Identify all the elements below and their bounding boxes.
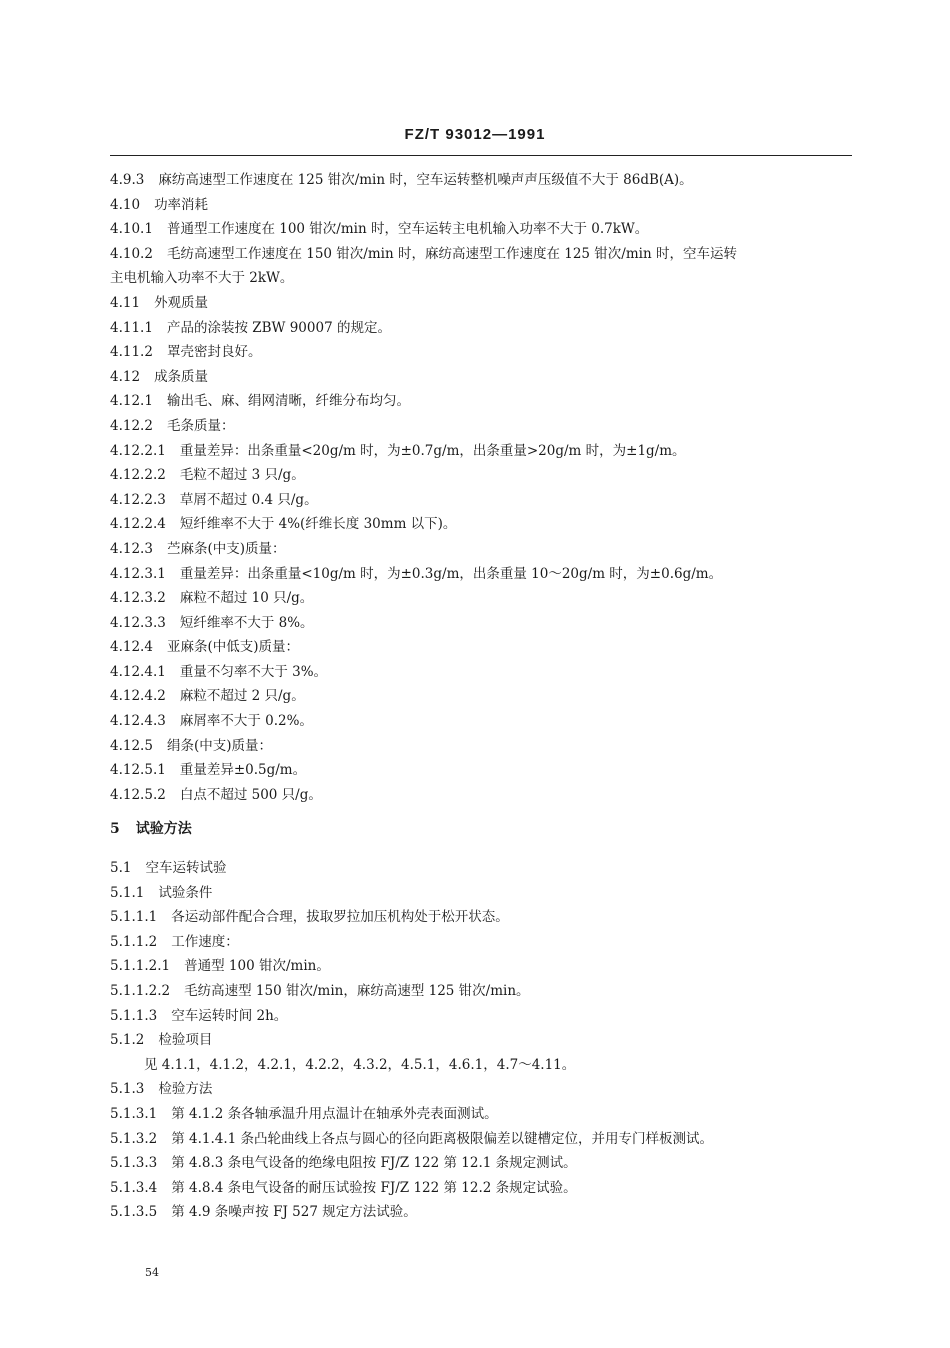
document-body (110, 168, 855, 1225)
clause-text: 罩壳密封良好。 (166, 344, 262, 361)
clause-text: 第 4.9 条噪声按 FJ 527 规定方法试验。 (171, 1204, 417, 1221)
clause-number: 4.10.1 (110, 221, 153, 238)
clause-line (110, 414, 855, 439)
clause-number: 5.1.3.2 (110, 1130, 158, 1147)
clause-number: 4.10 (110, 196, 141, 213)
clause-line (110, 389, 855, 414)
clause-line (110, 1004, 855, 1029)
clause-text: 草屑不超过 0.4 只/g。 (179, 491, 318, 508)
clause-text: 重量差异：出条重量<20g/m 时，为±0.7g/m，出条重量>20g/m 时，为±1g/m。 (179, 442, 686, 459)
clause-text: 空车运转时间 2h。 (171, 1007, 288, 1024)
clause-text: 重量不匀率不大于 3%。 (179, 663, 328, 680)
clause-number: 5.1.1.3 (110, 1007, 158, 1024)
clause-text: 功率消耗 (154, 196, 209, 213)
clause-number: 5.1.3.4 (110, 1179, 158, 1196)
clause-text: 麻粒不超过 2 只/g。 (179, 688, 305, 705)
clause-text: 普通型工作速度在 100 钳次/min 时，空车运转主电机输入功率不大于 0.7kW。 (166, 221, 649, 238)
clause-line (110, 635, 855, 660)
clause-text: 白点不超过 500 只/g。 (179, 786, 322, 803)
clause-number: 4.12.4.1 (110, 663, 166, 680)
clause-text: 产品的涂装按 ZBW 90007 的规定。 (166, 319, 391, 336)
clause-line (110, 168, 855, 193)
clause-number: 4.12.1 (110, 393, 153, 410)
clause-number: 4.10.2 (110, 245, 153, 262)
clause-text: 试验条件 (158, 884, 213, 901)
clause-text: 毛粒不超过 3 只/g。 (179, 467, 305, 484)
clause-line (110, 1176, 855, 1201)
clauses-section-5 (110, 856, 855, 1225)
section-heading (110, 817, 855, 842)
clause-number: 4.12.5.2 (110, 786, 166, 803)
clause-line (110, 1200, 855, 1225)
clause-line (110, 586, 855, 611)
clause-line (110, 930, 855, 955)
clause-line (110, 758, 855, 783)
clause-line (110, 1151, 855, 1176)
clause-number: 4.12.3.2 (110, 590, 166, 607)
clause-text: 短纤维率不大于 8%。 (179, 614, 314, 631)
clause-number: 4.9.3 (110, 172, 145, 188)
clause-text: 毛纺高速型工作速度在 150 钳次/min 时，麻纺高速型工作速度在 125 钳次/min 时，空车运转 (166, 245, 737, 262)
clause-line (110, 1102, 855, 1127)
clause-text: 普通型 100 钳次/min。 (184, 958, 330, 975)
clause-text: 麻粒不超过 10 只/g。 (179, 590, 314, 607)
clause-text: 见 4.1.1，4.1.2，4.2.1，4.2.2，4.3.2，4.5.1，4.6.1，4.7～4.11。 (144, 1056, 576, 1073)
clause-text: 短纤维率不大于 4%(纤维长度 30mm 以下)。 (179, 516, 457, 533)
clause-number: 5.1.3.3 (110, 1155, 158, 1172)
clause-number: 4.12.2.1 (110, 442, 166, 459)
page-header: FZ/T 93012—1991 (404, 126, 546, 143)
clause-line (110, 193, 855, 218)
clause-number: 4.11.2 (110, 344, 153, 361)
clause-line (110, 905, 855, 930)
clause-number: 5.1.1.2.2 (110, 983, 171, 999)
clause-line (110, 954, 855, 979)
clause-line (110, 1028, 855, 1053)
clause-line (110, 562, 855, 587)
clause-text: 主电机输入功率不大于 2kW。 (110, 270, 294, 287)
clause-number: 4.12.2.2 (110, 467, 166, 484)
clause-number: 4.12.5.1 (110, 762, 166, 779)
clause-number: 5.1.3 (110, 1081, 145, 1098)
clause-number: 5.1.3.1 (110, 1105, 158, 1122)
clause-text: 麻屑率不大于 0.2%。 (179, 713, 313, 730)
clause-line (110, 463, 855, 488)
clause-line (110, 1053, 855, 1078)
clause-number: 4.12.4.3 (110, 713, 166, 730)
clause-line (110, 316, 855, 341)
clause-line (110, 512, 855, 537)
clause-text: 工作速度： (171, 933, 239, 950)
clause-text: 外观质量 (154, 294, 209, 311)
clause-line (110, 242, 855, 267)
clause-line (110, 979, 855, 1004)
clause-number: 5.1.1.2.1 (110, 958, 171, 975)
clause-line (110, 660, 855, 685)
clause-text: 苎麻条(中支)质量： (166, 540, 286, 557)
section-title: 试验方法 (135, 821, 192, 838)
clause-line (110, 217, 855, 242)
clause-text: 检验项目 (158, 1032, 213, 1049)
clause-line (110, 684, 855, 709)
clauses-section-4 (110, 168, 855, 807)
clause-line (110, 856, 855, 881)
clause-line (110, 537, 855, 562)
clause-line (110, 488, 855, 513)
header-rule (110, 155, 852, 156)
clause-line (110, 611, 855, 636)
clause-number: 4.12.2.3 (110, 491, 166, 508)
clause-text: 第 4.8.3 条电气设备的绝缘电阻按 FJ/Z 122 第 12.1 条规定测试。 (171, 1155, 577, 1172)
clause-text: 第 4.1.4.1 条凸轮曲线上各点与圆心的径向距离极限偏差以键槽定位，并用专门样板测试。 (171, 1130, 714, 1147)
clause-text: 第 4.8.4 条电气设备的耐压试验按 FJ/Z 122 第 12.2 条规定试验。 (171, 1179, 577, 1196)
clause-number: 4.11 (110, 294, 141, 311)
clause-number: 4.12.5 (110, 737, 153, 754)
page-number: 54 (145, 1266, 159, 1279)
clause-number: 4.12.2.4 (110, 516, 166, 533)
clause-number: 4.12.3 (110, 540, 153, 557)
clause-text: 绢条(中支)质量： (166, 737, 272, 754)
clause-text: 检验方法 (158, 1081, 213, 1098)
clause-text: 第 4.1.2 条各轴承温升用点温计在轴承外壳表面测试。 (171, 1105, 498, 1122)
clause-line (110, 734, 855, 759)
clause-line (110, 1127, 855, 1152)
clause-text: 输出毛、麻、绢网清晰，纤维分布均匀。 (166, 393, 410, 410)
clause-text: 重量差异±0.5g/m。 (179, 762, 307, 779)
clause-number: 4.11.1 (110, 319, 153, 336)
clause-number: 5.1.1 (110, 884, 145, 901)
clause-line (110, 1077, 855, 1102)
clause-number: 5.1.3.5 (110, 1204, 158, 1221)
clause-number: 4.12.3.1 (110, 565, 166, 582)
clause-line (110, 340, 855, 365)
clause-number: 5.1.2 (110, 1032, 145, 1049)
clause-number: 4.12.3.3 (110, 614, 166, 631)
clause-line (110, 783, 855, 808)
clause-number: 4.12.4.2 (110, 688, 166, 705)
clause-text: 成条质量 (154, 368, 209, 385)
section-number: 5 (110, 821, 120, 838)
clause-text: 毛纺高速型 150 钳次/min，麻纺高速型 125 钳次/min。 (184, 983, 530, 999)
clause-text: 毛条质量： (166, 417, 235, 434)
clause-line (110, 291, 855, 316)
clause-line (110, 365, 855, 390)
clause-number: 5.1 (110, 860, 132, 877)
clause-number: 4.12.2 (110, 417, 153, 434)
clause-text: 重量差异：出条重量<10g/m 时，为±0.3g/m，出条重量 10～20g/m 时，为±0.6g/m。 (179, 565, 723, 582)
clause-line (110, 709, 855, 734)
clause-number: 4.12.4 (110, 639, 153, 656)
clause-line (110, 881, 855, 906)
clause-number: 5.1.1.1 (110, 909, 158, 926)
clause-number: 5.1.1.2 (110, 933, 158, 950)
clause-text: 各运动部件配合合理，拔取罗拉加压机构处于松开状态。 (171, 909, 509, 926)
clause-line (110, 266, 855, 291)
clause-text: 空车运转试验 (145, 860, 227, 877)
clause-line (110, 439, 855, 464)
clause-text: 麻纺高速型工作速度在 125 钳次/min 时，空车运转整机噪声声压级值不大于 86dB(A)。 (158, 172, 693, 188)
clause-text: 亚麻条(中低支)质量： (166, 639, 299, 656)
clause-number: 4.12 (110, 368, 141, 385)
